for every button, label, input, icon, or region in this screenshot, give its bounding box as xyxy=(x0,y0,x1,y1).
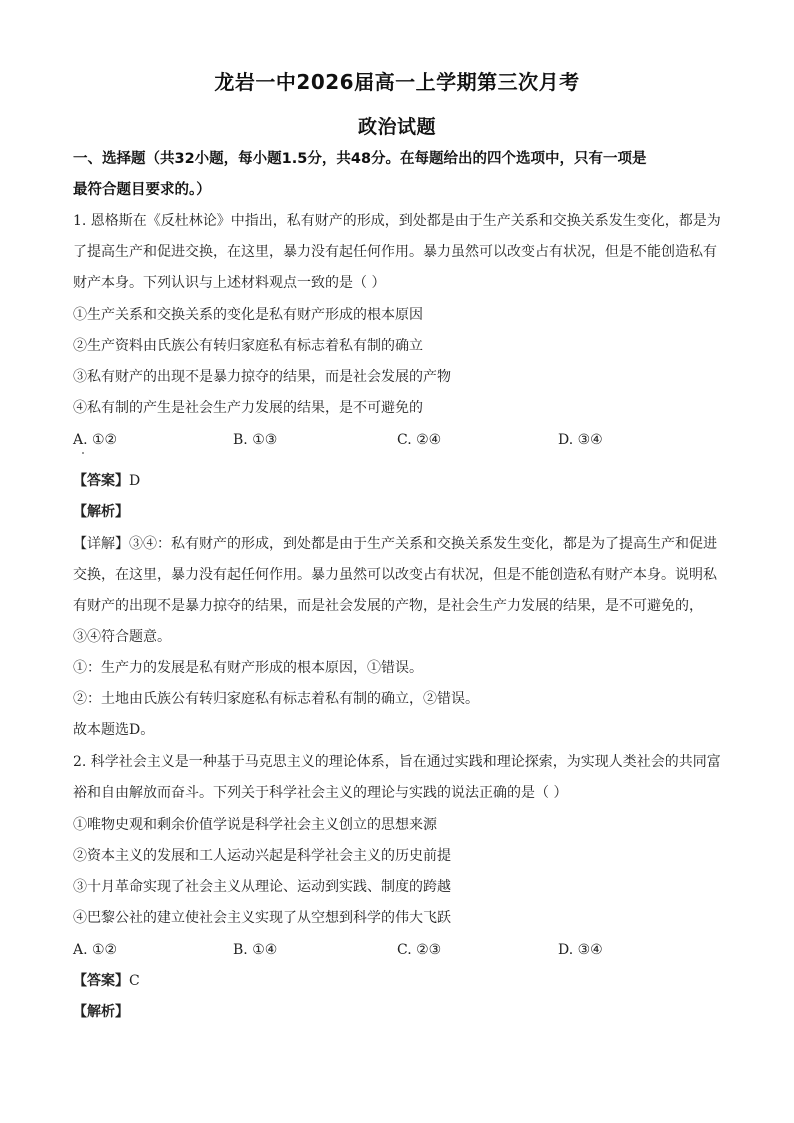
q1-detail-line-7: 故本题选D。 xyxy=(73,722,155,738)
q1-detail-line-1: 【详解】③④：私有财产的形成，到处都是由于生产关系和交换关系发生变化，都是为了提高生产和促进 xyxy=(73,536,717,552)
q2-answer-label: 【答案】 xyxy=(73,973,129,989)
q1-detail-line-4: ③④符合题意。 xyxy=(73,629,171,645)
exam-title: 龙岩一中2026届高一上学期第三次月考 xyxy=(214,70,580,94)
section-heading-line-2: 最符合题目要求的。） xyxy=(73,182,211,198)
q2-answer xyxy=(73,971,723,991)
q1-detail-line-5: ①：生产力的发展是私有财产形成的根本原因，①错误。 xyxy=(73,660,423,676)
q2-statement-1: ①唯物史观和剩余价值学说是科学社会主义创立的思想来源 xyxy=(73,817,437,833)
q1-detail-line-6: ②：土地由氏族公有转归家庭私有标志着私有制的确立，②错误。 xyxy=(73,691,479,707)
q2-statement-3: ③十月革命实现了社会主义从理论、运动到实践、制度的跨越 xyxy=(73,879,451,895)
q1-answer-value: D xyxy=(129,473,141,489)
q1-detail-line-3: 有财产的出现不是暴力掠夺的结果，而是社会发展的产物，是社会生产力发展的结果，是不可避免的， xyxy=(73,598,703,614)
q1-option-b: B. ①③ xyxy=(233,432,278,448)
q2-option-a: A. ①② xyxy=(73,942,118,958)
q2-option-d: D. ③④ xyxy=(558,942,603,958)
subject-title: 政治试题 xyxy=(357,116,436,138)
q2-statement-4: ④巴黎公社的建立使社会主义实现了从空想到科学的伟大飞跃 xyxy=(73,910,451,926)
q1-analysis-label: 【解析】 xyxy=(73,504,129,520)
q1-statement-1: ①生产关系和交换关系的变化是私有财产形成的根本原因 xyxy=(73,307,423,323)
q1-statement-4: ④私有制的产生是社会生产力发展的结果，是不可避免的 xyxy=(73,400,423,416)
section-heading xyxy=(73,144,723,206)
section-heading-line-1: 一、选择题（共32小题，每小题1.5分，共48分。在每题给出的四个选项中，只有一项是 xyxy=(73,151,647,167)
q2-statement-2: ②资本主义的发展和工人运动兴起是科学社会主义的历史前提 xyxy=(73,848,451,864)
q1-option-a: A. ①② xyxy=(73,432,118,448)
stray-dot xyxy=(82,452,84,454)
q2-option-b: B. ①④ xyxy=(233,942,278,958)
q1-statement-2: ②生产资料由氏族公有转归家庭私有标志着私有制的确立 xyxy=(73,338,423,354)
q1-statement-3: ③私有财产的出现不是暴力掠夺的结果，而是社会发展的产物 xyxy=(73,369,451,385)
q1-answer xyxy=(73,471,723,491)
q2-stem-line-2: 裕和自由解放而奋斗。下列关于科学社会主义的理论与实践的说法正确的是（ ） xyxy=(73,785,568,801)
q1-option-c: C. ②④ xyxy=(397,432,442,448)
q2-option-c: C. ②③ xyxy=(397,942,442,958)
q1-detail-line-2: 交换，在这里，暴力没有起任何作用。暴力虽然可以改变占有状况，但是不能创造私有财产本身。说明私 xyxy=(73,567,717,583)
q1-stem-line-3: 财产本身。下列认识与上述材料观点一致的是（ ） xyxy=(73,275,386,291)
q1-stem-line-2: 了提高生产和促进交换，在这里，暴力没有起任何作用。暴力虽然可以改变占有状况，但是不能创造私有 xyxy=(73,244,717,260)
q2-answer-value: C xyxy=(129,973,140,989)
q1-answer-label: 【答案】 xyxy=(73,473,129,489)
q1-option-d: D. ③④ xyxy=(558,432,603,448)
q2-stem-line-1: 2. 科学社会主义是一种基于马克思主义的理论体系，旨在通过实践和理论探索，为实现人类社会的共同富 xyxy=(73,754,721,770)
q1-stem-line-1: 1. 恩格斯在《反杜林论》中指出，私有财产的形成，到处都是由于生产关系和交换关系发生变化，都是为 xyxy=(73,213,721,229)
q2-analysis-label: 【解析】 xyxy=(73,1004,129,1020)
